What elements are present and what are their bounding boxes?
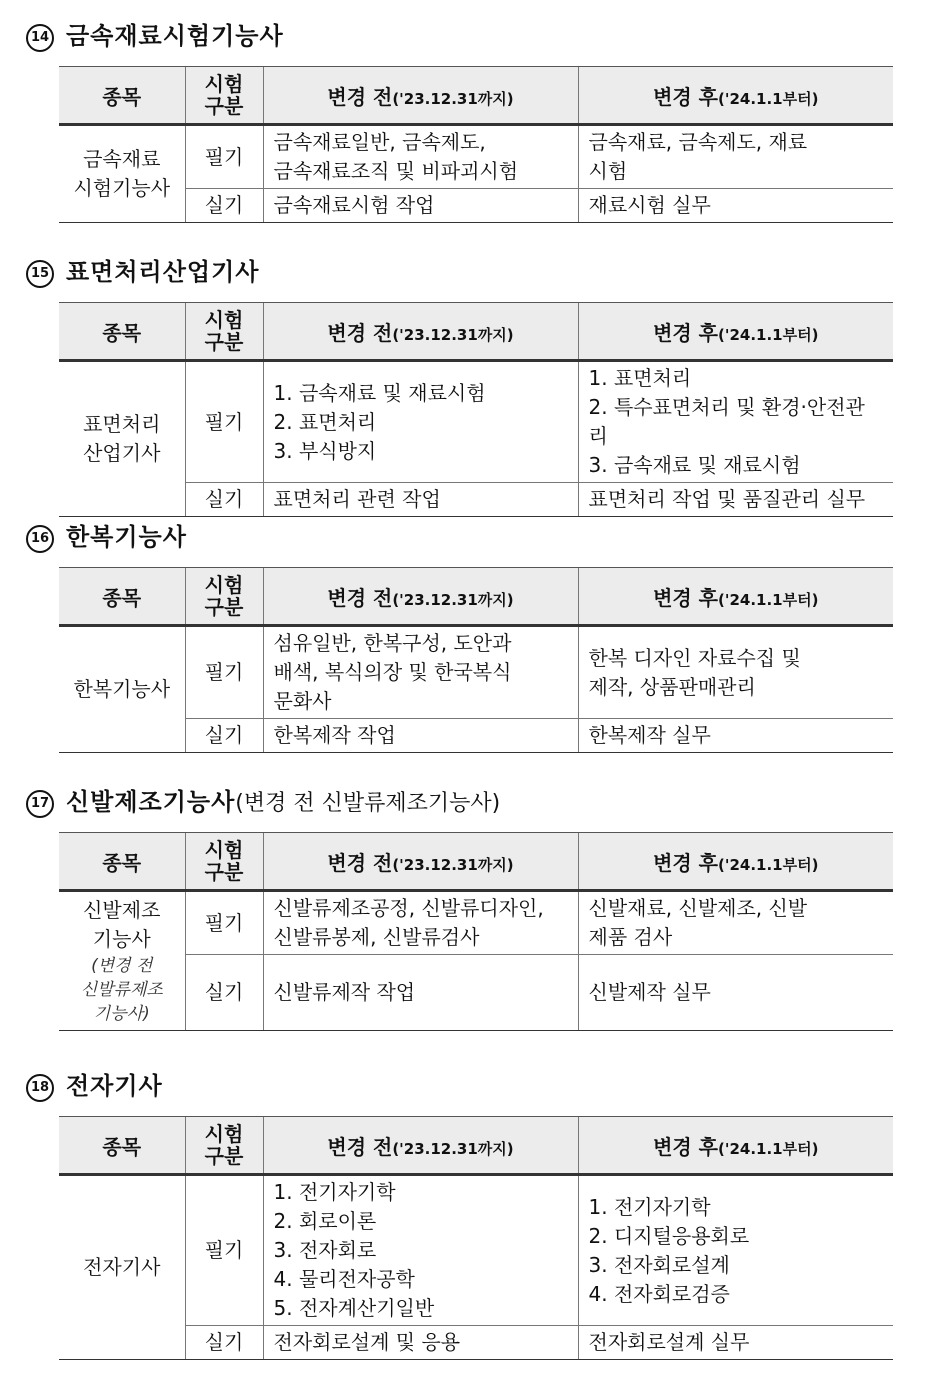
written-after-cell	[578, 361, 893, 483]
section-heading-14	[26, 16, 284, 52]
header-after: 변경 후('24.1.1부터)	[578, 303, 893, 361]
header-name: 종목	[59, 1117, 185, 1175]
item-name-cell	[59, 891, 185, 1031]
cell-line: 2. 특수표면처리 및 환경·안전관리	[588, 395, 865, 448]
table-header-row	[59, 303, 893, 361]
name-line: 금속재료	[83, 147, 161, 171]
name-line: 시험기능사	[73, 176, 171, 200]
practical-after-cell: 재료시험 실무	[578, 189, 893, 223]
cell-line: 제품 검사	[588, 925, 673, 949]
cell-line: 배색, 복식의장 및 한국복식	[273, 660, 512, 684]
cell-line: 섬유일반, 한복구성, 도안과	[273, 631, 512, 655]
cell-line: 시험	[588, 159, 628, 183]
circled-number: 16	[26, 525, 54, 553]
cell-line: 2. 디지털응용회로	[588, 1223, 750, 1248]
section-title: 신발제조기능사	[66, 788, 236, 816]
written-after-cell	[578, 891, 893, 955]
header-before: 변경 전('23.12.31까지)	[263, 67, 578, 125]
header-before: 변경 전('23.12.31까지)	[263, 568, 578, 626]
cell-line: 금속재료, 금속제도, 재료	[588, 130, 808, 154]
table-row-written	[59, 626, 893, 719]
cell-line: 1. 표면처리	[588, 366, 692, 390]
cell-line: 4. 물리전자공학	[273, 1267, 415, 1291]
table-row-written	[59, 1175, 893, 1326]
cell-line: 3. 부식방지	[273, 438, 377, 463]
header-exam-type: 시험 구분	[185, 833, 263, 891]
table-header-row	[59, 1117, 893, 1175]
cell-line: 신발류제조공정, 신발류디자인,	[273, 896, 544, 920]
written-before-cell	[263, 891, 578, 955]
header-name: 종목	[59, 568, 185, 626]
name-note-line: 기능사)	[93, 1004, 150, 1024]
written-after-cell	[578, 626, 893, 719]
cell-line: 금속재료일반, 금속제도,	[273, 130, 486, 154]
header-after: 변경 후('24.1.1부터)	[578, 1117, 893, 1175]
exam-type-practical: 실기	[185, 483, 263, 517]
cell-line: 제작, 상품판매관리	[588, 674, 756, 699]
header-after: 변경 후('24.1.1부터)	[578, 833, 893, 891]
practical-after-cell: 전자회로설계 실무	[578, 1326, 893, 1360]
exam-type-practical: 실기	[185, 1326, 263, 1360]
table-row-written	[59, 361, 893, 483]
section-title: 금속재료시험기능사	[66, 22, 284, 50]
name-line: 전자기사	[83, 1255, 161, 1279]
exam-type-written: 필기	[185, 1175, 263, 1326]
section-title-sub: (변경 전 신발류제조기능사)	[235, 791, 501, 816]
cell-line: 1. 금속재료 및 재료시험	[273, 380, 486, 405]
practical-before-cell: 한복제작 작업	[263, 719, 578, 753]
section-heading-18	[26, 1066, 163, 1102]
cell-line: 문화사	[273, 689, 332, 713]
circled-number: 18	[26, 1074, 54, 1102]
item-name-cell	[59, 361, 185, 517]
written-before-cell	[263, 1175, 578, 1326]
cell-line: 5. 전자계산기일반	[273, 1296, 435, 1320]
cell-line: 4. 전자회로검증	[588, 1281, 730, 1306]
exam-type-written: 필기	[185, 626, 263, 719]
table-row-written	[59, 125, 893, 189]
name-line: 신발제조	[83, 898, 161, 922]
exam-type-practical: 실기	[185, 719, 263, 753]
table-14	[59, 66, 893, 223]
header-before: 변경 전('23.12.31까지)	[263, 833, 578, 891]
practical-before-cell: 금속재료시험 작업	[263, 189, 578, 223]
table-row-practical	[59, 1326, 893, 1360]
cell-line: 1. 전기자기학	[273, 1180, 396, 1204]
written-after-cell	[578, 125, 893, 189]
circled-number: 15	[26, 260, 54, 288]
table-18	[59, 1116, 893, 1360]
table-header-row	[59, 568, 893, 626]
item-name-cell	[59, 125, 185, 223]
cell-line: 2. 표면처리	[273, 409, 377, 434]
table-15	[59, 302, 893, 517]
circled-number: 14	[26, 24, 54, 52]
header-exam-type: 시험 구분	[185, 568, 263, 626]
practical-before-cell: 신발류제작 작업	[263, 955, 578, 1031]
section-heading-16	[26, 517, 187, 553]
table-17	[59, 832, 893, 1031]
circled-number: 17	[26, 790, 54, 818]
header-after: 변경 후('24.1.1부터)	[578, 568, 893, 626]
written-before-cell	[263, 626, 578, 719]
name-note-line: (변경 전	[91, 956, 153, 976]
section-title: 한복기능사	[66, 523, 187, 551]
section-title: 표면처리산업기사	[66, 258, 260, 286]
cell-line: 1. 전기자기학	[588, 1194, 711, 1219]
practical-before-cell: 전자회로설계 및 응용	[263, 1326, 578, 1360]
table-16	[59, 567, 893, 753]
practical-after-cell: 표면처리 작업 및 품질관리 실무	[578, 483, 893, 517]
written-before-cell	[263, 125, 578, 189]
header-name: 종목	[59, 833, 185, 891]
name-line: 표면처리	[83, 412, 161, 436]
header-exam-type: 시험 구분	[185, 1117, 263, 1175]
exam-type-written: 필기	[185, 125, 263, 189]
exam-type-written: 필기	[185, 361, 263, 483]
header-name: 종목	[59, 303, 185, 361]
table-row-practical	[59, 719, 893, 753]
name-note-line: 신발류제조	[80, 980, 163, 1000]
written-after-cell	[578, 1175, 893, 1326]
exam-type-practical: 실기	[185, 955, 263, 1031]
header-before: 변경 전('23.12.31까지)	[263, 1117, 578, 1175]
cell-line: 금속재료조직 및 비파괴시험	[273, 159, 519, 183]
cell-line: 3. 전자회로설계	[588, 1252, 730, 1277]
table-header-row	[59, 833, 893, 891]
exam-type-practical: 실기	[185, 189, 263, 223]
cell-line: 2. 회로이론	[273, 1209, 377, 1233]
header-exam-type: 시험 구분	[185, 67, 263, 125]
practical-before-cell: 표면처리 관련 작업	[263, 483, 578, 517]
header-after: 변경 후('24.1.1부터)	[578, 67, 893, 125]
cell-line: 한복 디자인 자료수집 및	[588, 645, 801, 670]
cell-line: 신발재료, 신발제조, 신발	[588, 896, 808, 920]
table-row-written	[59, 891, 893, 955]
header-before: 변경 전('23.12.31까지)	[263, 303, 578, 361]
table-row-practical	[59, 955, 893, 1031]
written-before-cell	[263, 361, 578, 483]
cell-line: 3. 금속재료 및 재료시험	[588, 453, 801, 477]
table-row-practical	[59, 483, 893, 517]
section-title: 전자기사	[66, 1072, 163, 1100]
practical-after-cell: 한복제작 실무	[578, 719, 893, 753]
name-line: 한복기능사	[73, 677, 171, 701]
practical-after-cell: 신발제작 실무	[578, 955, 893, 1031]
section-heading-17	[26, 782, 500, 818]
table-header-row	[59, 67, 893, 125]
cell-line: 3. 전자회로	[273, 1238, 377, 1262]
header-name: 종목	[59, 67, 185, 125]
exam-type-written: 필기	[185, 891, 263, 955]
name-line: 기능사	[92, 927, 151, 951]
section-heading-15	[26, 252, 259, 288]
item-name-cell	[59, 626, 185, 753]
item-name-cell	[59, 1175, 185, 1360]
name-line: 산업기사	[83, 441, 161, 465]
table-row-practical	[59, 189, 893, 223]
header-exam-type: 시험 구분	[185, 303, 263, 361]
cell-line: 신발류봉제, 신발류검사	[273, 925, 480, 949]
